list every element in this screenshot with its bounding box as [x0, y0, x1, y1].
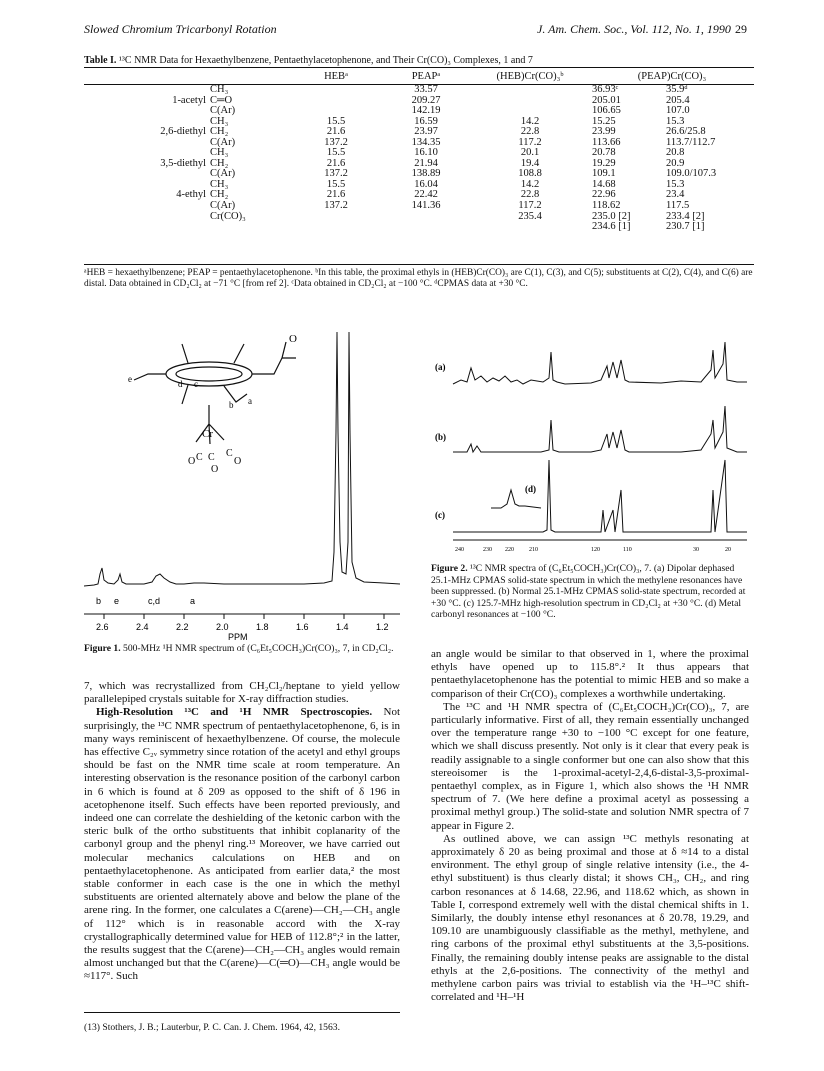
left-para-1: 7, which was recrystallized from CH₂Cl₂/heptane to yield yellow parallelepiped crystals suitable for X-ray diffraction studies.: [84, 680, 400, 706]
panel-label-b: (b): [435, 432, 446, 442]
table-cell: C(Ar): [210, 136, 236, 148]
figure1-caption-label: Figure 1.: [84, 643, 121, 654]
table-cell: [84, 138, 208, 149]
figure2-spectra: [431, 340, 751, 560]
table-cell: CH₃: [210, 178, 229, 190]
table-header-cell: [208, 68, 290, 85]
peak-label-e: e: [114, 596, 120, 606]
struct-label-cr: Cr: [202, 428, 213, 440]
table-cell: 209.27: [411, 94, 441, 106]
table-cell: C(Ar): [210, 168, 236, 180]
table-caption-text: ¹³C NMR Data for Hexaethylbenzene, Pentaethylacetophenone, and Their Cr(CO)₃ Complexes, 1 and 7: [118, 55, 533, 66]
table-cell: CH₂: [210, 157, 229, 169]
fig2-tick-label: 120: [591, 547, 600, 553]
table-header-row: [84, 68, 754, 85]
table-cell: [470, 222, 590, 233]
table-cell: 21.6: [326, 157, 346, 169]
fig2-tick-label: 20: [725, 547, 731, 553]
table-cell: 16.10: [414, 147, 438, 159]
struct-label-o-acetyl: O: [289, 333, 297, 345]
table-cell: [84, 212, 208, 223]
table-cell: 23.4: [666, 189, 685, 201]
reference-13: (13) Stothers, J. B.; Lauterbur, P. C. Can. J. Chem. 1964, 42, 1563.: [84, 1022, 340, 1033]
x-axis-tick-label: 1.2: [376, 622, 389, 632]
table-caption-label: Table I.: [84, 55, 117, 66]
table-cell: 109.0/107.3: [666, 168, 717, 180]
struct-label-a: a: [248, 396, 252, 406]
table-cell: 26.6/25.8: [666, 126, 706, 138]
table-cell: CH₂: [210, 189, 229, 201]
table-cell: 113.66: [592, 136, 621, 148]
table-cell: [470, 96, 590, 107]
table-header-cell: (HEB)Cr(CO)₃ᵇ: [470, 68, 590, 85]
x-axis-tick-label: 2.2: [176, 622, 189, 632]
table-cell: 35.9ᵈ: [666, 84, 688, 96]
left-para-2: [84, 706, 400, 983]
table-cell: 3,5-diethyl: [160, 157, 206, 169]
table-cell: 14.2: [520, 115, 540, 127]
table-cell: C(Ar): [210, 105, 236, 117]
panel-label-d: (d): [525, 484, 536, 494]
table-cell: 4-ethyl: [176, 189, 206, 201]
x-axis-unit: PPM: [228, 632, 248, 640]
table-cell: 137.2: [324, 168, 348, 180]
table-cell: 108.8: [518, 168, 542, 180]
table-cell: [84, 106, 208, 117]
table-row: [84, 212, 754, 223]
figure1-spectrum: [84, 312, 400, 640]
table-cell: 22.8: [520, 189, 540, 201]
table-cell: [84, 201, 208, 212]
left-para-2-text: Not surprisingly, the ¹³C NMR spectrum of pentaethylacetophenone, 6, is in many ways reminiscent of hexaethylbenzene. Of course, the molecule has effective C₂ᵥ symmetry since rotation of the acetyl and ethyl groups should be fast on the NMR time scale at room temperature. An interesting observation is the resonance position of the carbonyl carbon in 6 which is found at δ 209 as opposed to the shift of δ 196 in acetophenone itself. Such effects have been reported previously, and indeed one can correlate the deshielding of the ketonic carbon with the steric bulk of the ortho substituents that inhibit coplanarity of the carbonyl group and the phenyl ring.¹³ Moreover, we have carried out molecular mechanics calculations on HEB and on pentaethylacetophenone. As anticipated from earlier data,² the most stable conformer in each case is the one in which the methyl substituents are oriented alternately above and below the plane of the arene ring. In the former, one calculates a C(arene)—CH₂—CH₃ angle of 112° which is in reasonable accord with the X-ray crystallographically determined value for HEB of 112.8°;² in the latter, the results suggest that the C(arene)—CH₂—CH₃ angles would remain almost unchanged but that the C(arene)—C(═O)—CH₃ angle would be ≈117°. Such: [84, 706, 400, 983]
trace-a: [453, 342, 747, 384]
struct-label-e: e: [128, 374, 132, 384]
table-cell: 230.7 [1]: [666, 221, 705, 233]
table-cell: C═O: [210, 94, 233, 106]
figure2-caption-text: ¹³C NMR spectra of (C₆Et₅COCH₃)Cr(CO)₃, 7. (a) Dipolar dephased 25.1-MHz CPMAS solid-state spectrum in which the methylene resonances have been suppressed. (b) Normal 25.1-MHz CPMAS solid-state spectrum, recorded at +30 °C. (c) 125.7-MHz high-resolution spectrum in CD₂Cl₂ at +30 °C. (d) Metal carbonyl resonances at −100 °C.: [431, 563, 746, 620]
table-cell: 21.6: [326, 126, 346, 138]
table-cell: 21.6: [326, 189, 346, 201]
table-cell: [382, 212, 470, 223]
table-cell: 16.59: [414, 115, 438, 127]
table-header-cell: HEBᵃ: [290, 68, 382, 85]
table-cell: [208, 222, 290, 233]
table-cell: [290, 85, 382, 96]
table-cell: CH₂: [210, 126, 229, 138]
table-cell: 14.2: [520, 178, 540, 190]
figure1-caption: [84, 643, 400, 655]
table-header-cell: (PEAP)Cr(CO)₃: [590, 68, 754, 85]
table-cell: CH₃: [210, 84, 229, 96]
table-cell: 138.89: [411, 168, 441, 180]
reference-rule: [84, 1012, 400, 1013]
table-cell: 22.8: [520, 126, 540, 138]
table-cell: 235.0 [2]: [592, 210, 631, 222]
right-column: [431, 648, 749, 1004]
table-row: [84, 222, 754, 233]
struct-label-c: c: [194, 379, 198, 389]
table-cell: 19.29: [592, 157, 616, 169]
figure2-caption-label: Figure 2.: [431, 563, 468, 574]
table-cell: 134.35: [411, 136, 441, 148]
table-cell: 19.4: [520, 157, 540, 169]
panel-label-c: (c): [435, 510, 445, 520]
right-para-2: The ¹³C and ¹H NMR spectra of (C₆Et₅COCH₃)Cr(CO)₃, 7, are particularly informative. First of all, they remain essentially unchanged over the temperature range +30 to −100 °C except for one feature, which we shall discuss presently. Not only is it clear that every peak is readily assignable to a single conformer but one can also show that this stereoisomer is the 1-proximal-acetyl-2,4,6-distal-3,5-proximal-pentaethyl complex, as in Figure 1, which also shows the ¹H NMR spectrum of 7. (We here define a proximal acetyl as possessing a proximal methyl group.) The solid-state and solution NMR spectra of 7 appear in Figure 2.: [431, 700, 749, 832]
fig2-axis-ticks: [455, 547, 731, 553]
table-cell: 20.1: [520, 147, 540, 159]
struct-label-o2: O: [211, 464, 219, 475]
table-cell: 16.04: [414, 178, 438, 190]
table-cell: 22.42: [414, 189, 438, 201]
section-heading: High-Resolution ¹³C and ¹H NMR Spectroscopies.: [96, 706, 373, 719]
table-cell: 233.4 [2]: [666, 210, 705, 222]
trace-b: [453, 406, 747, 452]
table-cell: 2,6-diethyl: [160, 126, 206, 138]
peak-label-a: a: [190, 596, 196, 606]
page-number: 29: [735, 22, 747, 36]
running-title: Slowed Chromium Tricarbonyl Rotation: [84, 22, 277, 36]
table-cell: [470, 85, 590, 96]
table-cell: [290, 96, 382, 107]
figure2-caption: [431, 563, 747, 621]
table-cell: 20.8: [666, 147, 685, 159]
table-cell: 15.3: [666, 178, 685, 190]
table-cell: 15.5: [326, 115, 346, 127]
fig2-tick-label: 240: [455, 547, 464, 553]
table-bottom-rule: [84, 264, 754, 265]
fig2-tick-label: 230: [483, 547, 492, 553]
table-cell: 117.5: [666, 200, 690, 212]
table-cell: C(Ar): [210, 200, 236, 212]
table-body: [84, 85, 754, 233]
table-cell: 23.97: [414, 126, 438, 138]
table-cell: [84, 85, 208, 96]
x-axis-tick-label: 2.0: [216, 622, 229, 632]
struct-label-c1: C: [196, 452, 203, 463]
table-header-cell: PEAPᵃ: [382, 68, 470, 85]
table-cell: 15.3: [666, 115, 685, 127]
struct-label-c3: C: [226, 448, 233, 459]
table-cell: 15.5: [326, 178, 346, 190]
table-cell: 118.62: [592, 200, 621, 212]
nmr-data-table: [84, 68, 754, 233]
table-cell: CH₃: [210, 115, 229, 127]
table-cell: 141.36: [411, 200, 441, 212]
fig2-tick-label: 220: [505, 547, 514, 553]
table-cell: 23.99: [592, 126, 616, 138]
table-cell: 1-acetyl: [172, 94, 206, 106]
table-cell: 20.9: [666, 157, 685, 169]
table-cell: 234.6 [1]: [592, 221, 631, 233]
table-cell: [84, 169, 208, 180]
struct-label-c2: C: [208, 452, 215, 463]
table-cell: [290, 222, 382, 233]
table-cell: 15.5: [326, 147, 346, 159]
table-cell: 137.2: [324, 200, 348, 212]
peak-label-b: b: [96, 596, 102, 606]
x-axis-tick-label: 1.4: [336, 622, 349, 632]
struct-label-o1: O: [188, 456, 196, 467]
table-cell: 15.25: [592, 115, 616, 127]
table-cell: 235.4: [518, 210, 542, 222]
table-row: [84, 85, 754, 96]
trace-c: [453, 460, 747, 532]
x-axis-tick-label: 2.4: [136, 622, 149, 632]
fig2-tick-label: 30: [693, 547, 699, 553]
h-nmr-trace: [84, 332, 400, 586]
table-cell: Cr(CO)₃: [210, 210, 246, 222]
left-column: [84, 680, 400, 984]
figure1-caption-text: 500-MHz ¹H NMR spectrum of (C₆Et₅COCH₃)Cr(CO)₃, 7, in CD₂Cl₂.: [123, 643, 394, 654]
table-cell: 142.19: [411, 105, 441, 117]
struct-label-b: b: [229, 400, 234, 410]
table-cell: 205.4: [666, 94, 690, 106]
table-cell: 106.65: [592, 105, 621, 117]
table-cell: 109.1: [592, 168, 616, 180]
table-cell: 36.93ᶜ: [592, 84, 619, 96]
table-cell: 137.2: [324, 136, 348, 148]
table-cell: [382, 222, 470, 233]
x-axis-ticks: [96, 614, 389, 632]
table-caption: [84, 55, 533, 66]
table-cell: 22.96: [592, 189, 616, 201]
table-row: [84, 201, 754, 212]
right-para-3: As outlined above, we can assign ¹³C methyls resonating at approximately δ 20 as being proximal and those at δ ≈14 to a distal environment. The ethyl group of single relative intensity (i.e., the 4-ethyl substituent) is thus clearly distal; it shows CH₃, CH₂, and ring carbon resonances at δ 14.68, 22.96, and 118.62 which, as shown in Table I, correspond extremely well with the distal chemical shifts in 1. Similarly, the doubly intense ethyl resonances at δ 20.78, 19.29, and 109.10 are unambiguously classifiable as the methyl, methylene, and ring carbons of the proximal ethyl substituents at the 3,5-positions. Finally, the remaining doubly intense peaks are assignable to the distal ethyls at the 2,6-positions. The connectivity of the methyl and methylene carbon pairs was trivial to establish via the ¹H–¹³C shift-correlated and ¹H–¹H: [431, 832, 749, 1004]
table-cell: 205.01: [592, 94, 621, 106]
table-cell: 117.2: [518, 200, 542, 212]
peak-label-cd: c,d: [148, 596, 161, 606]
x-axis-tick-label: 1.6: [296, 622, 309, 632]
table-cell: 33.57: [414, 84, 438, 96]
fig2-tick-label: 110: [623, 547, 632, 553]
table-cell: 20.78: [592, 147, 616, 159]
right-para-1: an angle would be similar to that observed in 1, where the proximal ethyls have opened up to 115.8°.² It thus appears that pentaethylacetophenone has the potential to mimic HEB and so make a comparison of their Cr(CO)₃ complexes a worthwhile undertaking.: [431, 648, 749, 700]
table-cell: [84, 222, 208, 233]
struct-label-o3: O: [234, 456, 242, 467]
table-header-cell: [84, 68, 208, 85]
table-cell: 117.2: [518, 136, 542, 148]
panel-label-a: (a): [435, 362, 446, 372]
table-cell: 107.0: [666, 105, 690, 117]
table-cell: CH₃: [210, 147, 229, 159]
molecule-structure: [134, 342, 296, 444]
x-axis-tick-label: 2.6: [96, 622, 109, 632]
table-cell: 113.7/112.7: [666, 136, 716, 148]
struct-label-d: d: [178, 379, 183, 389]
table-cell: [290, 212, 382, 223]
journal-citation: J. Am. Chem. Soc., Vol. 112, No. 1, 1990: [537, 22, 731, 36]
fig2-tick-label: 210: [529, 547, 538, 553]
table-cell: 14.68: [592, 178, 616, 190]
table-footnote: ᵃHEB = hexaethylbenzene; PEAP = pentaethylacetophenone. ᵇIn this table, the proximal ethyls in (HEB)Cr(CO)₃ are C(1), C(3), and C(5); substituents at C(2), C(4), and C(6) are distal. Data obtained in CD₂Cl₂ at −71 °C [from ref 2]. ᶜData obtained in CD₂Cl₂ at −100 °C. ᵈCPMAS data at +30 °C.: [84, 268, 753, 289]
x-axis-tick-label: 1.8: [256, 622, 269, 632]
table-cell: 21.94: [414, 157, 438, 169]
